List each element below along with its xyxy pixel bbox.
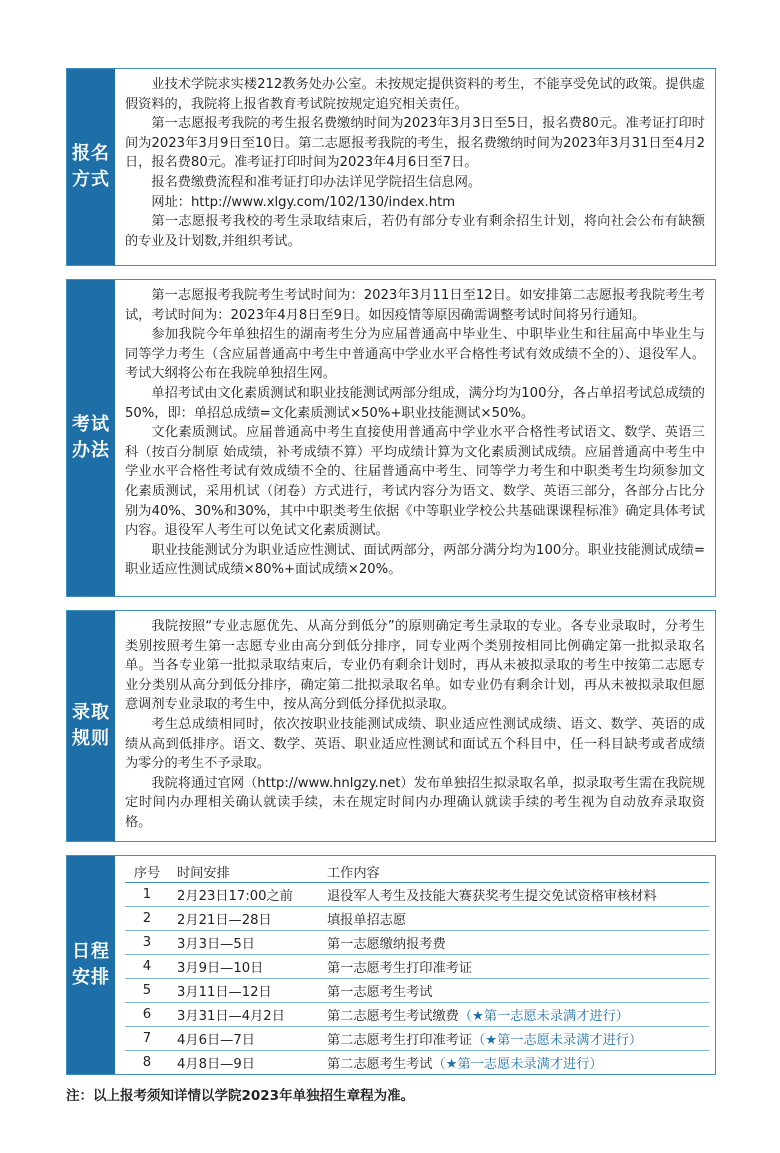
section-label-bar — [67, 611, 115, 841]
column-header: 工作内容 — [319, 860, 709, 883]
work-text: 退役军人考生及技能大赛获奖考生提交免试资格审核材料 — [327, 889, 657, 904]
paragraph: 单招考试由文化素质测试和职业技能测试两部分组成，满分均为100分，各占单招考试总成绩的50%，即：单招总成绩=文化素质测试×50%+职业技能测试×50%。 — [125, 385, 705, 421]
work-note: （★第一志愿未录满才进行） — [472, 1033, 643, 1048]
row-time: 3月31日—4月2日 — [169, 1003, 319, 1027]
paragraph: 职业技能测试分为职业适应性测试、面试两部分，两部分满分均为100分。职业技能测试成绩=职业适应性测试成绩×80%+面试成绩×20%。 — [125, 542, 705, 578]
paragraph: 报名费缴费流程和准考证打印办法详见学院招生信息网。 — [151, 174, 482, 190]
row-time: 2月21日—28日 — [169, 907, 319, 931]
table-header-row — [125, 860, 709, 883]
row-time: 4月6日—7日 — [169, 1027, 319, 1051]
table-row — [125, 1027, 709, 1051]
section-title: 报名方式 — [72, 143, 110, 190]
row-time: 3月3日—5日 — [169, 931, 319, 955]
url-paragraph: 网址：http://www.xlgy.com/102/130/index.htm — [151, 194, 456, 210]
work-text: 第二志愿考生打印准考证 — [327, 1033, 473, 1048]
row-work — [319, 1003, 709, 1027]
section-body — [115, 856, 715, 1074]
section-signup — [66, 68, 716, 266]
row-time: 3月9日—10日 — [169, 955, 319, 979]
section-title: 录取规则 — [72, 702, 110, 749]
work-note: （★第一志愿未录满才进行） — [432, 1057, 603, 1072]
row-work — [319, 883, 709, 907]
section-body — [115, 69, 715, 265]
work-text: 第一志愿缴纳报考费 — [327, 937, 446, 952]
row-work — [319, 979, 709, 1003]
section-exam — [66, 279, 716, 597]
table-row — [125, 1003, 709, 1027]
column-header: 序号 — [125, 860, 169, 883]
work-text: 第一志愿考生考试 — [327, 985, 433, 1000]
footnote: 注：以上报考须知详情以学院2023年单独招生章程为准。 — [66, 1088, 415, 1104]
paragraph: 第一志愿报考我校的考生录取结束后，若仍有部分专业有剩余招生计划，将向社会公布有缺额的专业及计划数,并组织考试。 — [125, 214, 705, 249]
section-schedule — [66, 855, 716, 1075]
section-title: 考试办法 — [72, 414, 110, 461]
paragraph: 我院按照“专业志愿优先、从高分到低分”的原则确定考生录取的专业。各专业录取时，分考生类别按照考生第一志愿专业由高分到低分排序，同专业两个类别按相同比例确定第一批拟录取名单。当各专业第一批拟录取结束后，专业仍有剩余计划时，再从未被拟录取的考生中按第二志愿专业分类别从高分到低分排序，确定第二批拟录取名单。如专业仍有剩余计划，再从未被拟录取但愿意调剂专业录取的考生中，按从高分到低分择优拟录取。 — [125, 619, 705, 713]
row-time: 3月11日—12日 — [169, 979, 319, 1003]
table-row — [125, 979, 709, 1003]
section-body — [115, 611, 715, 841]
paragraph: 第一志愿报考我院考生考试时间为：2023年3月11日至12日。如安排第二志愿报考我院考生考试，考试时间为：2023年4月8日至9日。如因疫情等原因确需调整考试时间将另行通知。 — [125, 288, 705, 323]
paragraph: 考生总成绩相同时，依次按职业技能测试成绩、职业适应性测试成绩、语文、数学、英语的成绩从高到低排序。语文、数学、英语、职业适应性测试和面试五个科目中，任一科目缺考或者成绩为零分的考生不予录取。 — [125, 716, 705, 772]
column-header: 时间安排 — [169, 860, 319, 883]
paragraph: 业技术学院求实楼212教务处办公室。未按规定提供资料的考生，不能享受免试的政策。提供虚假资料的，我院将上报省教育考试院按规定追究相关责任。 — [125, 77, 705, 112]
work-note: （★第一志愿未录满才进行） — [458, 1009, 629, 1024]
row-number: 5 — [125, 979, 169, 1003]
section-label-bar — [67, 280, 115, 596]
work-text: 填报单招志愿 — [327, 913, 407, 928]
section-label-bar — [67, 69, 115, 265]
table-row — [125, 1051, 709, 1075]
section-label-bar — [67, 856, 115, 1074]
table-row — [125, 955, 709, 979]
row-number: 2 — [125, 907, 169, 931]
row-work — [319, 1027, 709, 1051]
paragraph: 文化素质测试。应届普通高中考生直接使用普通高中学业水平合格性考试语文、数学、英语三科（按百分制原 始成绩，补考成绩不算）平均成绩计算为文化素质测试成绩。应届普通高中考生中学业水平合格性考试有效成绩不全的、往届普通高中考生、同等学力考生和中职类考生均须参加文化素质测试，采用机试（闭卷）方式进行，考试内容分为语文、数学、英语三部分，各部分占比分别为40%、30%和30%，其中中职类考生依据《中等职业学校公共基础课课程标准》确定具体考试内容。退役军人考生可以免试文化素质测试。 — [125, 425, 705, 539]
row-number: 3 — [125, 931, 169, 955]
row-number: 8 — [142, 1055, 152, 1070]
section-title: 日程安排 — [72, 941, 110, 988]
row-number: 1 — [125, 883, 169, 907]
row-work — [319, 955, 709, 979]
work-text: 第一志愿考生打印准考证 — [327, 961, 473, 976]
paragraph: 我院将通过官网（http://www.hnlgzy.net）发布单独招生拟录取名单，拟录取考生需在我院规定时间内办理相关确认就读手续，未在规定时间内办理确认就读手续的考生视为自动放弃录取资格。 — [125, 775, 705, 830]
paragraph: 第一志愿报考我院的考生报名费缴纳时间为2023年3月3日至5日，报名费80元。准考证打印时间为2023年3月9日至10日。第二志愿报考我院的考生，报名费缴纳时间为2023年3月31日至4月2日，报名费80元。准考证打印时间为2023年4月6日至7日。 — [125, 116, 705, 171]
row-work — [319, 907, 709, 931]
row-time: 2月23日17:00之前 — [169, 883, 319, 907]
row-time: 4月8日—9日 — [177, 1057, 255, 1072]
paragraph: 参加我院今年单独招生的湖南考生分为应届普通高中毕业生、中职毕业生和往届高中毕业生与同等学力考生（含应届普通高中考生中普通高中学业水平合格性考试有效成绩不全的）、退役军人。考试大纲将公布在我院单独招生网。 — [125, 327, 705, 382]
row-number: 6 — [125, 1003, 169, 1027]
table-row — [125, 883, 709, 907]
row-work — [319, 1051, 709, 1075]
table-row — [125, 907, 709, 931]
section-body — [115, 280, 715, 596]
work-text: 第二志愿考生考试缴费 — [327, 1009, 459, 1024]
schedule-table — [125, 860, 709, 1074]
table-row — [125, 931, 709, 955]
row-number: 7 — [125, 1027, 169, 1051]
section-admission — [66, 610, 716, 842]
row-work — [319, 931, 709, 955]
work-text: 第二志愿考生考试 — [327, 1057, 433, 1072]
row-number: 4 — [125, 955, 169, 979]
